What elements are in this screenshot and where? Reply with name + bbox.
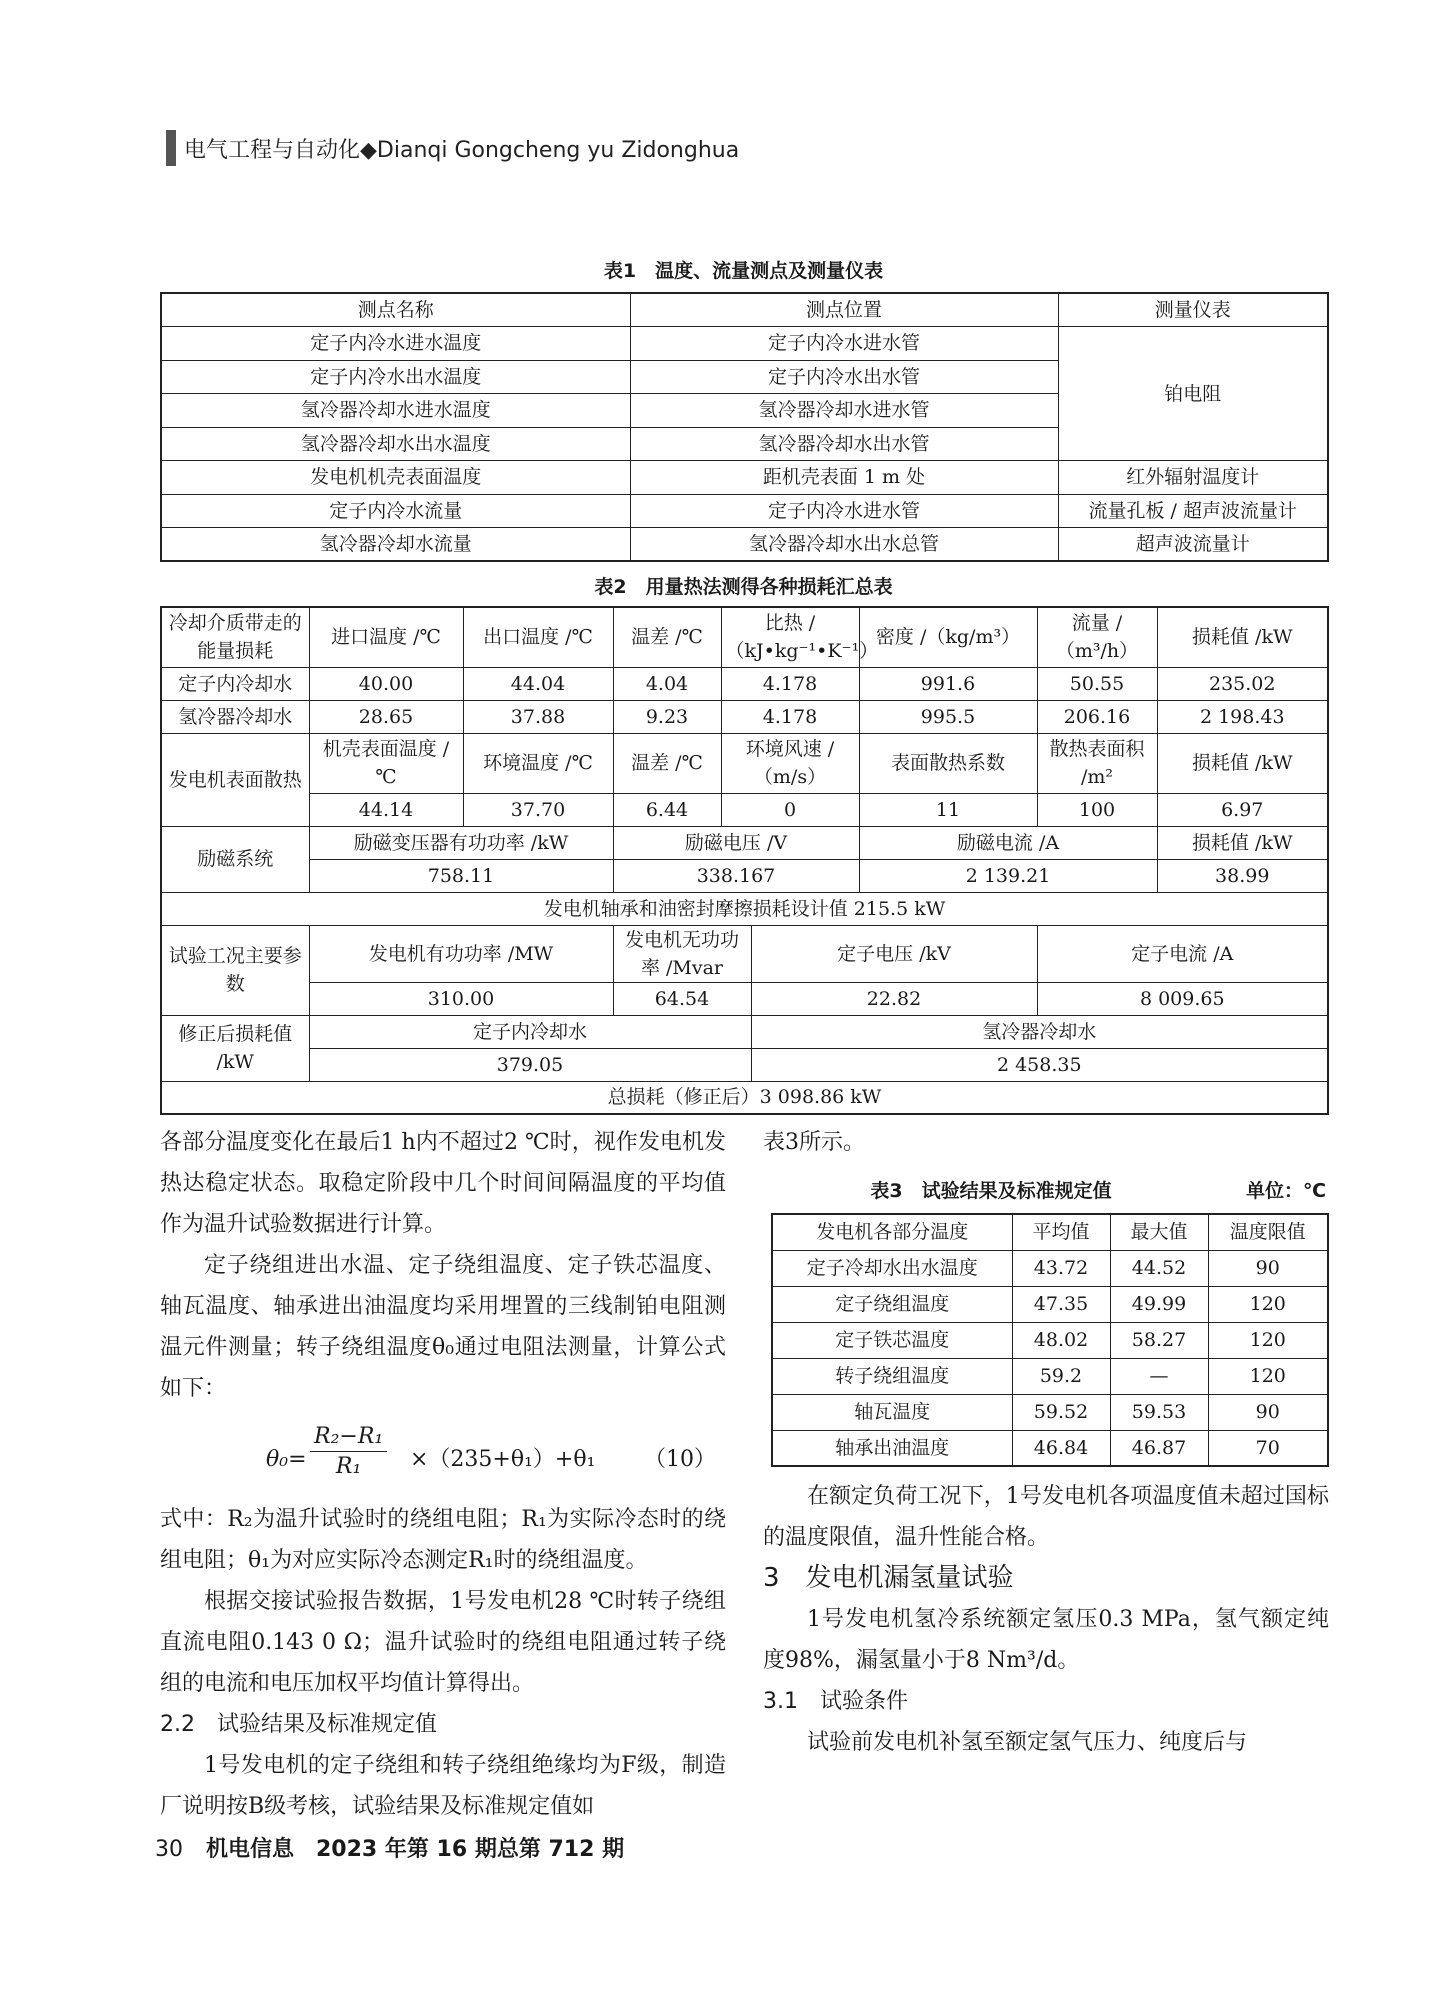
table-header: 发电机无功功率 /Mvar [613, 925, 751, 982]
table-cell: 流量孔板 / 超声波流量计 [1058, 494, 1328, 528]
table-cell: 9.23 [613, 700, 721, 733]
table-header: 损耗值 /kW [1157, 826, 1328, 859]
table3-caption: 表3 试验结果及标准规定值 [870, 1180, 1112, 1202]
table-row [161, 826, 1328, 859]
table-row [772, 1430, 1328, 1466]
paragraph: 1号发电机氢冷系统额定氢压0.3 MPa，氢气额定纯度98%，漏氢量小于8 Nm³/d。 [763, 1607, 1329, 1673]
table-cell: 59.53 [1110, 1394, 1208, 1430]
table-cell: 2 139.21 [859, 859, 1157, 892]
table-header: 散热表面积 /m² [1037, 733, 1157, 793]
table-cell: 定子内冷却水 [161, 667, 309, 700]
table2 [160, 606, 1329, 1115]
table1 [160, 292, 1329, 562]
table-cell: 120 [1208, 1286, 1328, 1322]
table-cell: 64.54 [613, 982, 751, 1015]
table-cell: 338.167 [613, 859, 859, 892]
table-cell: 49.99 [1110, 1286, 1208, 1322]
table-cell: 28.65 [309, 700, 463, 733]
table-header: 氢冷器冷却水 [751, 1015, 1328, 1048]
table-cell: — [1110, 1358, 1208, 1394]
table-header: 定子内冷却水 [309, 1015, 751, 1048]
table-cell: 50.55 [1037, 667, 1157, 700]
table-cell: 0 [721, 793, 859, 826]
table-cell: 206.16 [1037, 700, 1157, 733]
table-header: 测量仪表 [1058, 293, 1328, 327]
table-cell: 2 458.35 [751, 1048, 1328, 1081]
table-header: 温差 /℃ [613, 733, 721, 793]
table-header: 损耗值 /kW [1157, 607, 1328, 667]
table-cell: 总损耗（修正后）3 098.86 kW [161, 1081, 1328, 1114]
table-cell: 6.97 [1157, 793, 1328, 826]
table-row [161, 494, 1328, 528]
table-cell: 120 [1208, 1358, 1328, 1394]
table-cell: 43.72 [1012, 1250, 1110, 1286]
table-cell: 995.5 [859, 700, 1037, 733]
table-header: 励磁电流 /A [859, 826, 1157, 859]
table-header: 温度限值 [1208, 1214, 1328, 1250]
table-cell: 轴承出油温度 [772, 1430, 1012, 1466]
table-header: 平均值 [1012, 1214, 1110, 1250]
table-header: 环境温度 /℃ [463, 733, 613, 793]
table-row [161, 925, 1328, 982]
table-row [161, 327, 1328, 361]
table-row [772, 1358, 1328, 1394]
table-cell: 修正后损耗值 /kW [161, 1015, 309, 1081]
right-column-bottom [763, 1476, 1329, 1763]
table-cell: 氢冷器冷却水出水总管 [630, 528, 1058, 562]
table-row [161, 700, 1328, 733]
table-cell: 8 009.65 [1037, 982, 1328, 1015]
table-row [161, 461, 1328, 495]
table-cell: 235.02 [1157, 667, 1328, 700]
paragraph: 表3所示。 [763, 1130, 865, 1155]
table-cell: 定子内冷水出水管 [630, 360, 1058, 394]
table-cell: 379.05 [309, 1048, 751, 1081]
table-cell: 991.6 [859, 667, 1037, 700]
table-header: 流量 /（m³/h） [1037, 607, 1157, 667]
table-cell: 46.87 [1110, 1430, 1208, 1466]
paragraph: 试验前发电机补氢至额定氢气压力、纯度后与 [807, 1730, 1248, 1755]
table-cell: 红外辐射温度计 [1058, 461, 1328, 495]
table-header: 比热 /（kJ•kg⁻¹•K⁻¹） [721, 607, 859, 667]
table-cell: 48.02 [1012, 1322, 1110, 1358]
table-cell: 试验工况主要参数 [161, 925, 309, 1015]
paragraph: 定子绕组进出水温、定子绕组温度、定子铁芯温度、轴瓦温度、轴承进出油温度均采用埋置的三线制铂电阻测温元件测量；转子绕组温度θ₀通过电阻法测量，计算公式如下： [160, 1253, 726, 1401]
table-header: 温差 /℃ [613, 607, 721, 667]
equation-denominator: R₁ [335, 1454, 362, 1479]
journal-header-title: 电气工程与自动化◆Dianqi Gongcheng yu Zidonghua [184, 137, 740, 163]
equation-10 [160, 1409, 726, 1499]
table-row [161, 1048, 1328, 1081]
paragraph: 式中：R₂为温升试验时的绕组电阻；R₁为实际冷态时的绕组电阻；θ₁为对应实际冷态测定R₁时的绕组温度。 [160, 1507, 726, 1573]
table-row [161, 293, 1328, 327]
table-cell: 发电机表面散热 [161, 733, 309, 826]
table-cell: 励磁系统 [161, 826, 309, 892]
section-heading-3-1: 3.1 试验条件 [763, 1689, 908, 1714]
table-cell: 距机壳表面 1 m 处 [630, 461, 1058, 495]
journal-issue: 机电信息 2023 年第 16 期总第 712 期 [206, 1837, 625, 1862]
table-row [161, 1015, 1328, 1048]
table-cell: 定子铁芯温度 [772, 1322, 1012, 1358]
table3 [771, 1213, 1329, 1467]
equation-number: （10） [644, 1447, 716, 1472]
table-cell: 310.00 [309, 982, 613, 1015]
paragraph: 各部分温度变化在最后1 h内不超过2 ℃时，视作发电机发热达稳定状态。取稳定阶段中几个时间间隔温度的平均值作为温升试验数据进行计算。 [160, 1130, 726, 1237]
table-row [161, 892, 1328, 925]
table-cell: 轴瓦温度 [772, 1394, 1012, 1430]
table-header: 表面散热系数 [859, 733, 1037, 793]
table-cell: 定子内冷水进水管 [630, 494, 1058, 528]
table-cell: 铂电阻 [1058, 327, 1328, 461]
table-cell: 46.84 [1012, 1430, 1110, 1466]
table-row [161, 982, 1328, 1015]
table-cell: 120 [1208, 1322, 1328, 1358]
table-cell: 发电机轴承和油密封摩擦损耗设计值 215.5 kW [161, 892, 1328, 925]
header-bar [166, 130, 176, 166]
table-cell: 定子内冷水流量 [161, 494, 630, 528]
table-header: 发电机有功功率 /MW [309, 925, 613, 982]
table-cell: 定子内冷水进水温度 [161, 327, 630, 361]
table3-unit: 单位：℃ [1246, 1180, 1327, 1202]
paragraph: 根据交接试验报告数据，1号发电机28 ℃时转子绕组直流电阻0.143 0 Ω；温升试验时的绕组电阻通过转子绕组的电流和电压加权平均值计算得出。 [160, 1589, 726, 1696]
table-row [161, 1081, 1328, 1114]
table-cell: 氢冷器冷却水进水管 [630, 394, 1058, 428]
table-cell: 超声波流量计 [1058, 528, 1328, 562]
table-cell: 4.178 [721, 667, 859, 700]
table-cell: 氢冷器冷却水 [161, 700, 309, 733]
table-cell: 2 198.43 [1157, 700, 1328, 733]
table-cell: 定子冷却水出水温度 [772, 1250, 1012, 1286]
table-header: 冷却介质带走的能量损耗 [161, 607, 309, 667]
table-row [161, 607, 1328, 667]
right-column-top [763, 1122, 1329, 1163]
table-cell: 70 [1208, 1430, 1328, 1466]
table-row [161, 733, 1328, 793]
table-row [772, 1286, 1328, 1322]
table-header: 定子电压 /kV [751, 925, 1037, 982]
table-header: 密度 /（kg/m³） [859, 607, 1037, 667]
table-cell: 90 [1208, 1394, 1328, 1430]
table-cell: 37.88 [463, 700, 613, 733]
table-cell: 氢冷器冷却水出水温度 [161, 427, 630, 461]
section-heading-2-2: 2.2 试验结果及标准规定值 [160, 1712, 437, 1737]
table-cell: 4.178 [721, 700, 859, 733]
table-header: 发电机各部分温度 [772, 1214, 1012, 1250]
table1-caption: 表1 温度、流量测点及测量仪表 [603, 260, 884, 282]
equation-fraction [310, 1423, 387, 1482]
table-header: 损耗值 /kW [1157, 733, 1328, 793]
table-cell: 氢冷器冷却水流量 [161, 528, 630, 562]
table-row [161, 793, 1328, 826]
table-cell: 22.82 [751, 982, 1037, 1015]
table-cell: 定子内冷水进水管 [630, 327, 1058, 361]
table-header: 测点名称 [161, 293, 630, 327]
table-cell: 40.00 [309, 667, 463, 700]
table-cell: 定子绕组温度 [772, 1286, 1012, 1322]
table2-caption: 表2 用量热法测得各种损耗汇总表 [594, 576, 893, 598]
table-row [161, 528, 1328, 562]
equation-numerator: R₂−R₁ [310, 1423, 387, 1452]
table-cell: 44.04 [463, 667, 613, 700]
left-column [160, 1122, 726, 1827]
table-cell: 氢冷器冷却水出水管 [630, 427, 1058, 461]
table-cell: 氢冷器冷却水进水温度 [161, 394, 630, 428]
table-header: 励磁变压器有功功率 /kW [309, 826, 613, 859]
paragraph: 1号发电机的定子绕组和转子绕组绝缘均为F级，制造厂说明按B级考核，试验结果及标准规定值如 [160, 1753, 726, 1819]
page-number: 30 [155, 1837, 183, 1862]
table-row [772, 1394, 1328, 1430]
table-cell: 4.04 [613, 667, 721, 700]
table-header: 测点位置 [630, 293, 1058, 327]
table-cell: 90 [1208, 1250, 1328, 1286]
equation-rhs: ×（235+θ₁）+θ₁ [410, 1447, 596, 1472]
table-cell: 44.14 [309, 793, 463, 826]
paragraph: 在额定负荷工况下，1号发电机各项温度值未超过国标的温度限值，温升性能合格。 [763, 1484, 1329, 1550]
table-header: 励磁电压 /V [613, 826, 859, 859]
table-cell: 100 [1037, 793, 1157, 826]
page-footer [155, 1832, 624, 1863]
table-header: 进口温度 /℃ [309, 607, 463, 667]
table-row [772, 1214, 1328, 1250]
section-heading-3: 3 发电机漏氢量试验 [763, 1563, 1014, 1593]
equation-lhs: θ₀= [266, 1447, 307, 1472]
table-cell: 38.99 [1157, 859, 1328, 892]
table-row [772, 1322, 1328, 1358]
table-cell: 44.52 [1110, 1250, 1208, 1286]
table-row [161, 667, 1328, 700]
table-cell: 59.52 [1012, 1394, 1110, 1430]
table-cell: 59.2 [1012, 1358, 1110, 1394]
table-header: 出口温度 /℃ [463, 607, 613, 667]
table-row [161, 859, 1328, 892]
table-cell: 47.35 [1012, 1286, 1110, 1322]
table-header: 定子电流 /A [1037, 925, 1328, 982]
table-cell: 发电机机壳表面温度 [161, 461, 630, 495]
table-cell: 58.27 [1110, 1322, 1208, 1358]
table-cell: 定子内冷水出水温度 [161, 360, 630, 394]
running-header [166, 130, 739, 166]
table-cell: 758.11 [309, 859, 613, 892]
table-cell: 11 [859, 793, 1037, 826]
table-row [772, 1250, 1328, 1286]
table-header: 最大值 [1110, 1214, 1208, 1250]
table-cell: 6.44 [613, 793, 721, 826]
table-header: 环境风速 /（m/s） [721, 733, 859, 793]
table-header: 机壳表面温度 /℃ [309, 733, 463, 793]
table-cell: 37.70 [463, 793, 613, 826]
table-cell: 转子绕组温度 [772, 1358, 1012, 1394]
